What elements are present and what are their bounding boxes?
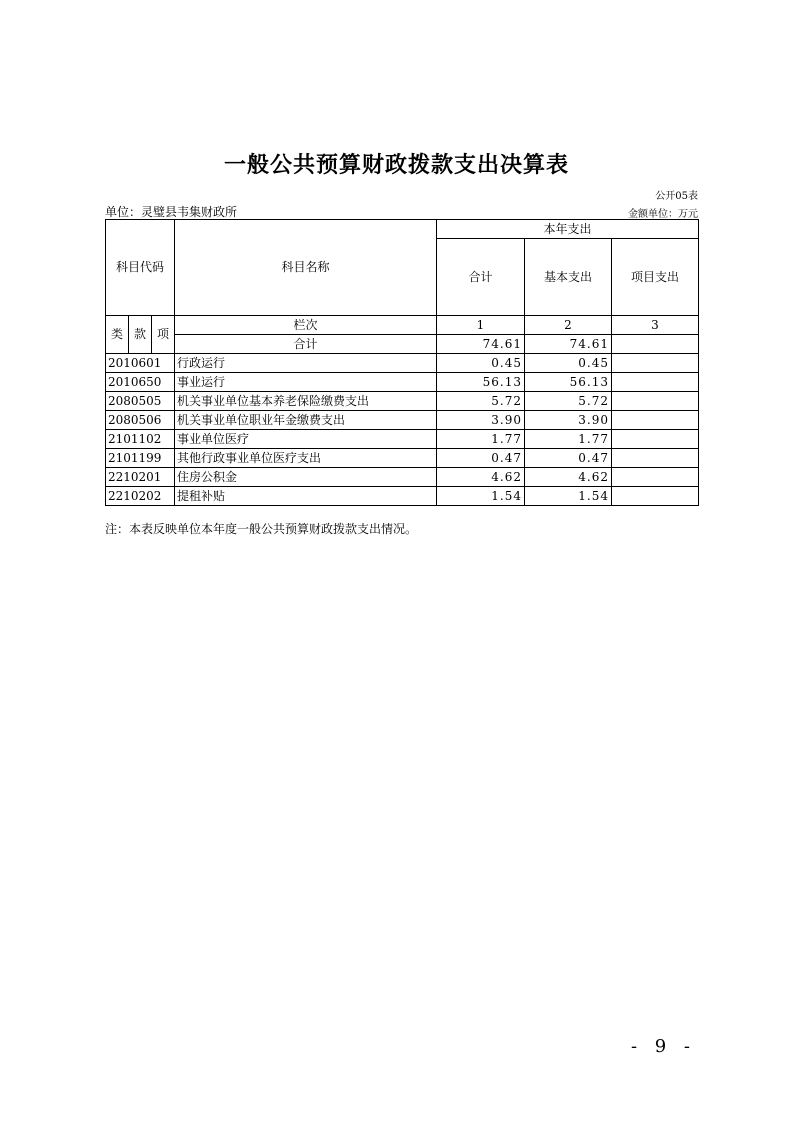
table-row (106, 449, 699, 468)
page-number: - 9 - (630, 1036, 696, 1057)
total-row-basic: 74.61 (525, 335, 612, 354)
total-row-label: 合计 (175, 335, 437, 354)
row-basic: 0.45 (525, 354, 612, 373)
row-name: 住房公积金 (175, 468, 437, 487)
row-name: 机关事业单位职业年金缴费支出 (175, 411, 437, 430)
row-basic: 0.47 (525, 449, 612, 468)
total-row-project (612, 335, 699, 354)
header-xiang: 项 (152, 316, 175, 354)
row-project (612, 430, 699, 449)
row-name: 提租补贴 (175, 487, 437, 506)
header-lei: 类 (106, 316, 129, 354)
row-basic: 1.54 (525, 487, 612, 506)
header-subject-name: 科目名称 (175, 220, 437, 316)
budget-table (105, 219, 699, 506)
table-row (106, 392, 699, 411)
table-header (106, 220, 699, 354)
total-row-total: 74.61 (437, 335, 525, 354)
table-row (106, 373, 699, 392)
header-project: 项目支出 (612, 239, 699, 316)
row-code: 2210201 (106, 468, 175, 487)
row-code: 2010650 (106, 373, 175, 392)
table-row (106, 430, 699, 449)
header-col-3: 3 (612, 316, 699, 335)
header-col-2: 2 (525, 316, 612, 335)
row-code: 2101199 (106, 449, 175, 468)
header-column-order: 栏次 (175, 316, 437, 335)
row-basic: 1.77 (525, 430, 612, 449)
row-code: 2080506 (106, 411, 175, 430)
row-project (612, 487, 699, 506)
row-basic: 56.13 (525, 373, 612, 392)
row-project (612, 392, 699, 411)
row-basic: 3.90 (525, 411, 612, 430)
row-total: 1.54 (437, 487, 525, 506)
amount-unit-label: 金额单位：万元 (628, 209, 698, 220)
row-name: 行政运行 (175, 354, 437, 373)
unit-label: 单位：灵璧县韦集财政所 (105, 205, 238, 219)
row-name: 机关事业单位基本养老保险缴费支出 (175, 392, 437, 411)
header-subject-code: 科目代码 (106, 220, 175, 316)
header-total: 合计 (437, 239, 525, 316)
row-total: 3.90 (437, 411, 525, 430)
table-row (106, 487, 699, 506)
row-code: 2080505 (106, 392, 175, 411)
row-basic: 4.62 (525, 468, 612, 487)
page-title: 一般公共预算财政拨款支出决算表 (223, 153, 569, 178)
table-body (106, 354, 699, 506)
row-name: 事业单位医疗 (175, 430, 437, 449)
row-basic: 5.72 (525, 392, 612, 411)
row-total: 56.13 (437, 373, 525, 392)
row-total: 0.47 (437, 449, 525, 468)
row-total: 4.62 (437, 468, 525, 487)
row-project (612, 373, 699, 392)
row-code: 2101102 (106, 430, 175, 449)
row-total: 5.72 (437, 392, 525, 411)
row-total: 1.77 (437, 430, 525, 449)
header-current-year: 本年支出 (437, 220, 699, 239)
table-row (106, 468, 699, 487)
row-project (612, 354, 699, 373)
row-name: 事业运行 (175, 373, 437, 392)
row-name: 其他行政事业单位医疗支出 (175, 449, 437, 468)
header-col-1: 1 (437, 316, 525, 335)
table-row (106, 354, 699, 373)
header-basic: 基本支出 (525, 239, 612, 316)
table-row (106, 411, 699, 430)
header-kuan: 款 (129, 316, 152, 354)
row-project (612, 411, 699, 430)
form-number: 公开05表 (655, 191, 698, 202)
row-project (612, 449, 699, 468)
table-note: 注：本表反映单位本年度一般公共预算财政拨款支出情况。 (105, 522, 418, 536)
row-code: 2210202 (106, 487, 175, 506)
row-project (612, 468, 699, 487)
total-row (106, 335, 699, 354)
row-code: 2010601 (106, 354, 175, 373)
row-total: 0.45 (437, 354, 525, 373)
